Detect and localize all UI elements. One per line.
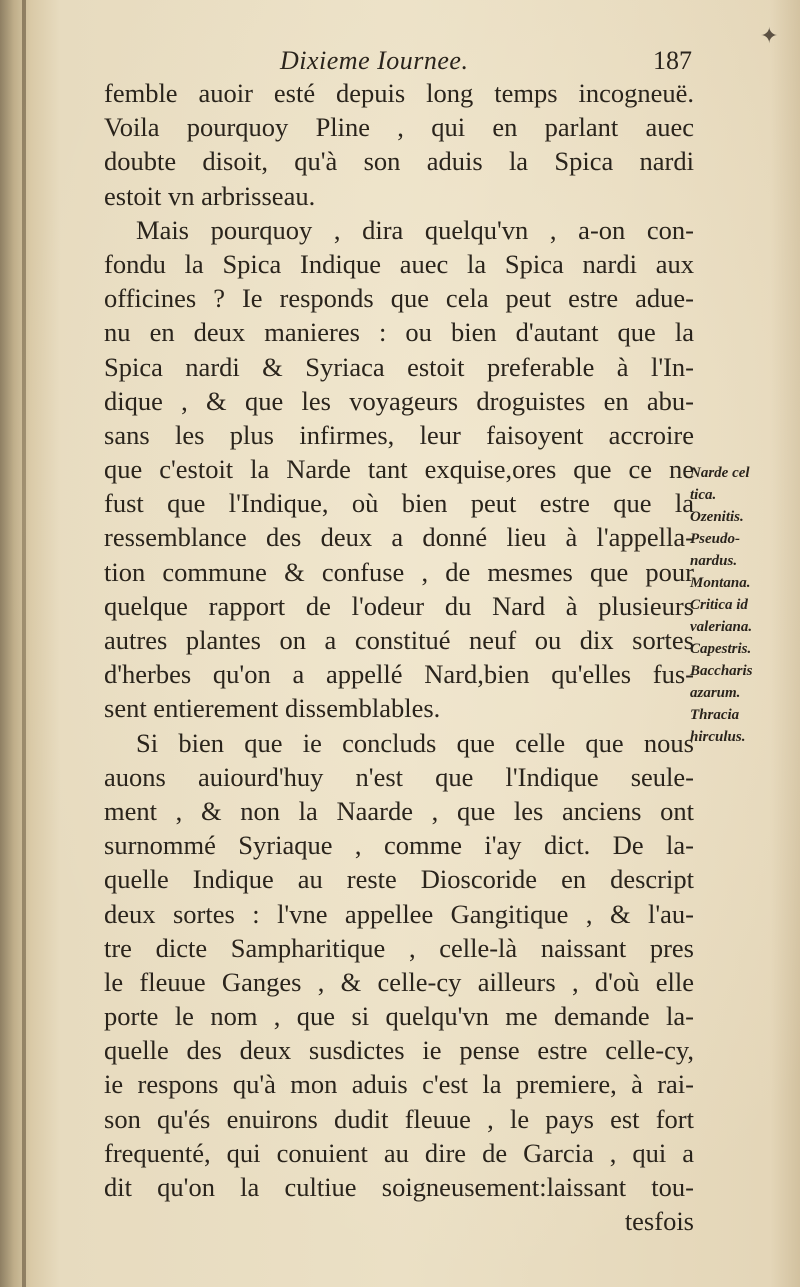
text-line: tre dicte Sampharitique , celle-là naissant pres xyxy=(104,932,694,963)
margin-note: Baccharis xyxy=(690,663,753,679)
body-text xyxy=(104,76,694,1238)
text-line: le fleuue Ganges , & celle-cy ailleurs , d'où elle xyxy=(104,966,694,997)
text-line: dit qu'on la cultiue soigneusement:laissant tou- xyxy=(104,1172,694,1202)
text-line: nu en deux manieres : ou bien d'autant que la xyxy=(104,317,694,348)
margin-note: azarum. xyxy=(690,685,741,701)
text-line: quelle des deux susdictes ie pense estre celle-cy, xyxy=(104,1035,694,1066)
text-line: tesfois xyxy=(624,1206,694,1237)
text-line: Voila pourquoy Pline , qui en parlant auec xyxy=(104,112,694,143)
text-line: quelle Indique au reste Dioscoride en descript xyxy=(104,864,694,895)
text-line: auons auiourd'huy n'est que l'Indique seule- xyxy=(104,761,694,792)
text-line: ment , & non la Naarde , que les anciens ont xyxy=(104,795,694,826)
text-line: frequenté, qui conuient au dire de Garcia , qui a xyxy=(104,1137,694,1168)
margin-note: valeriana. xyxy=(690,619,753,635)
margin-note: Pseudo- xyxy=(690,531,740,547)
text-line: quelque rapport de l'odeur du Nard à plusieurs xyxy=(104,590,694,621)
ink-stain-icon: ✦ xyxy=(760,24,779,49)
text-line: sans les plus infirmes, leur faisoyent accroire xyxy=(104,419,694,450)
text-line: Mais pourquoy , dira quelqu'vn , a-on con- xyxy=(136,214,694,245)
text-line: fondu la Spica Indique auec la Spica nardi aux xyxy=(104,248,694,279)
book-spine xyxy=(22,0,26,1287)
text-line: Spica nardi & Syriaca estoit preferable à l'In- xyxy=(104,351,694,382)
margin-notes xyxy=(690,462,796,748)
text-line: officines ? Ie responds que cela peut estre adue- xyxy=(104,283,694,314)
margin-note: Narde cel xyxy=(690,465,750,481)
text-line: sent entierement dissemblables. xyxy=(104,693,441,724)
margin-note: Montana. xyxy=(690,575,751,591)
margin-note: Capestris. xyxy=(690,641,752,657)
text-line: d'herbes qu'on a appellé Nard,bien qu'elles fus- xyxy=(104,659,694,690)
margin-note: nardus. xyxy=(690,553,738,569)
margin-note: Ozenitis. xyxy=(690,509,744,525)
text-line: deux sortes : l'vne appellee Gangitique , & l'au- xyxy=(104,898,694,929)
text-line: Si bien que ie concluds que celle que nous xyxy=(136,727,694,758)
running-title: Dixieme Iournee. xyxy=(280,46,469,75)
text-line: tion commune & confuse , de mesmes que pour xyxy=(104,556,694,587)
text-line: ie respons qu'à mon aduis c'est la premiere, à rai- xyxy=(104,1069,694,1100)
text-line: estoit vn arbrisseau. xyxy=(104,180,316,211)
text-line: ressemblance des deux a donné lieu à l'appella- xyxy=(104,522,694,553)
text-line: son qu'és enuirons dudit fleuue , le pays est fort xyxy=(104,1103,694,1134)
text-line: femble auoir esté depuis long temps incogneuë. xyxy=(104,78,694,108)
margin-note: Critica id xyxy=(690,597,748,613)
margin-note: tica. xyxy=(690,487,717,503)
margin-note: hirculus. xyxy=(690,729,746,745)
text-line: porte le nom , que si quelqu'vn me demande la- xyxy=(104,1001,694,1032)
text-line: surnommé Syriaque , comme i'ay dict. De la- xyxy=(104,830,694,861)
page-number: 187 xyxy=(653,46,692,75)
text-line: dique , & que les voyageurs droguistes en abu- xyxy=(104,385,694,416)
text-line: autres plantes on a constitué neuf ou dix sortes xyxy=(104,625,694,655)
text-line: fust que l'Indique, où bien peut estre que la xyxy=(104,488,694,519)
text-line: que c'estoit la Narde tant exquise,ores que ce ne xyxy=(104,454,694,485)
margin-note: Thracia xyxy=(690,707,740,723)
text-line: doubte disoit, qu'à son aduis la Spica nardi xyxy=(104,146,694,177)
